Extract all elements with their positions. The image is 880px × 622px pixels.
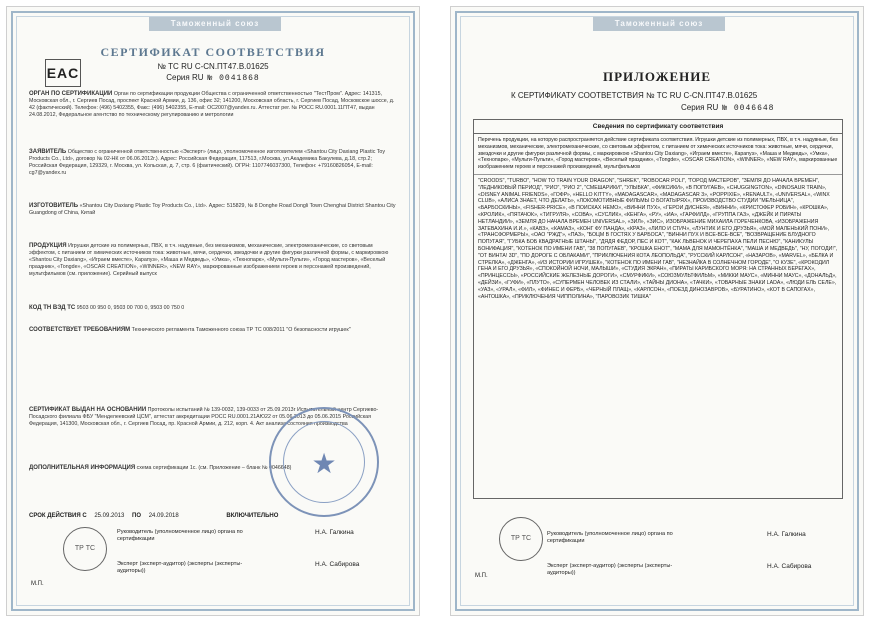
basis-section: СЕРТИФИКАТ ВЫДАН НА ОСНОВАНИИ Протоколы испытаний № 139-0032, 139-0033 от 25.09.2013г Испытательный центр Сергиево-Посадского филиала ФБУ "Менделеевский ЦСМ", аттестат аккредитации РОСС RU.0001.21АЮ22 от 05.06.2013 до 05.06.2015 Российская Федерация, 141300, Московская обл., г. Сергиев Посад, пр. Красной Армии, д. 212, корп. 4. Акт анализа состояния производства bbox=[29, 407, 379, 428]
compliance-section: СООТВЕТСТВУЕТ ТРЕБОВАНИЯМ Технического регламента Таможенного союза ТР ТС 008/2011 "О безопасности игрушек" bbox=[29, 327, 351, 333]
extra-info-section: ДОПОЛНИТЕЛЬНАЯ ИНФОРМАЦИЯ схема сертификации 1с. (см. Приложение – бланк № 0046648) bbox=[29, 465, 292, 471]
certificate-series: Серия RU № 0041868 bbox=[166, 73, 260, 83]
annex-certificate-number: К СЕРТИФИКАТУ СООТВЕТСТВИЯ № ТС RU C-CN.ПТ47.B.01625 bbox=[511, 91, 758, 100]
tr-ts-seal: ТР ТС bbox=[499, 517, 543, 561]
certificate-title: СЕРТИФИКАТ СООТВЕТСТВИЯ bbox=[100, 45, 326, 59]
mp-label: М.П. bbox=[475, 573, 488, 579]
annex-series: Серия RU № 0046648 bbox=[681, 103, 775, 113]
certificate-page bbox=[6, 6, 420, 616]
annex-table-header: Сведения по сертификату соответствия bbox=[474, 120, 842, 134]
annex-title: ПРИЛОЖЕНИЕ bbox=[602, 69, 712, 84]
head-signature: Руководитель (уполномоченное лицо) органа по сертификации Н.А. Галкина bbox=[117, 529, 354, 542]
manufacturer-section: ИЗГОТОВИТЕЛЬ «Shantou City Daxiang Plastic Toy Products Co., Ltd». Адрес: 515829, № 8 Donghe Road Dongli Town Chenghai District Shantou City Guangdong of China, Китай bbox=[29, 203, 396, 217]
organ-section: ОРГАН ПО СЕРТИФИКАЦИИ Орган по сертификации продукции Общества с ограниченной ответственностью "ТестПром". Адрес: 141315, Московская обл., г. Сергиев Посад, проспект Красной Армии, д. 136, офис 32; 141200, Московская область, г. Сергиев Посад, Московское шоссе, д. 42 (фактический). Телефон: (496) 5402355, Факс: (496) 5402355, E-mail: OC2007@yandex.ru. Аттестат рег. № РОСС RU.0001.11ПТ47, выдан 24.08.2012, Федеральное агентство по техническому регулированию и метрологии bbox=[29, 91, 395, 119]
annex-page bbox=[450, 6, 864, 616]
annex-brand-list: "CROODS", "TURBO", "HOW TO TRAIN YOUR DRAGON", "SHREK", "ROBOCAR POLI", "ГОРОД МАСТЕРОВ", "ЗЕМЛЯ ДО НАЧАЛА ВРЕМЕН", "ЛЕДНИКОВЫЙ ПЕРИОД", "РИО", "РИО 2", "СМЕШАРИКИ", "УЛЫБКА", «ФИКСИКИ», «В ПОПУГАЕВ», «CHUGGINGTON», «DINOSAUR TRAIN», «DISNEY ANIMAL FRIENDS», «ГОФР», «HELLO KITTY», «MADAGASCAR», «MADAGASCAR 3», «POPPIXIE», «RENAULT», «UNIVERSAL», «WINX CLUB», «АЛИСА ЗНАЕТ, ЧТО ДЕЛАТЬ», «ЛОКОМОТИВНЫЕ ФИЛЬМЫ О БОГАТЫРЯХ», ПРОИЗВОДСТВО СТУДИИ "МЕЛЬНИЦА", «БАРБОСКИНЫ», «FISHER-PRICE», «В ПОИСКАХ НЕМО», «ВИННИ ПУХ», «ГЕРОИ ДИСНЕЯ», «ВИННИ», «КРИСТОФЕР РОБИН», «КРОШКА», «КРОЛИК», «ПЯТАЧОК», «ТИГРУЛЯ», «СОВА», «СУСЛИК», «КЕНГА», «РУ», «ИА», «ГАРФИЛД», «ГРУППА ГАЗ», «ДЖЕЙК И ПИРАТЫ НЕТЛАНДИИ», «ЗЕМЛЯ ДО НАЧАЛА ВРЕМЕН UNIVERSAL», «ЗИЛ», «ЗИС», ИЗОБРАЖЕНИЕ МИХАИЛА ГОРЕЧЕНКОВА, «ИЗОБРАЖЕНИЯ ЗАТЕВАХИНА И.И.», «КАВЗ», «КАМАЗ», «КОНГ ФУ ПАНДА», «КРАЗ», «ЛИЛО И СТИЧ», «ЛУНТИК И ЕГО ДРУЗЬЯ», «МОЙ МАЛЕНЬКИЙ ПОНИ», «ТРАНСФОРМЕРЫ», «ОАО "РЖД"», «ПАЗ», "БОЦМ В ГОСТЯХ У БАРБОСА", "ВИННИ ПУХ И ВСЕ-ВСЕ-ВСЕ", "ВОЗВРАЩЕНИЕ БЛУДНОГО ПОПУГАЯ", "ГУБКА БОБ КВАДРАТНЫЕ ШТАНЫ", "ДЯДЯ ФЕДОР, ПЕС И КОТ", "КАК ЛЬВЕНОК И ЧЕРЕПАХА ПЕЛИ ПЕСНЮ", "КАНИКУЛЫ БОНИФАЦИЯ", "КОТЕНОК ПО ИМЕНИ ГАВ", "38 ПОПУГАЕВ", "КРОШКА ЕНОТ", "МАМА ДЛЯ МАМОНТЁНКА", "МАША И МЕДВЕДЬ", "НУ, ПОГОДИ!", "ОТ ВИНТА! 3D", "ПО ДОРОГЕ С ОБЛАКАМИ", "ПРИКЛЮЧЕНИЯ КОТА ЛЕОПОЛЬДА", "РУССКИЙ КАРЛСОН", «НАЗАРОВ», «MARVEL», «БЕЛКА И СТРЕЛКА», «ДЖЕНГА», «ИЗ ИСТОРИИ ИГРУШЕК», "КОТЕНОК ПО ИМЕНИ ГАВ", "НЕЗНАЙКА В СОЛНЕЧНОМ ГОРОДЕ", "О КУЗЕ", «КРОКОДИЛ ГЕНА И ЕГО ДРУЗЬЯ», «СПОКОЙНОЙ НОЧИ, МАЛЫШИ», «СТУДИЯ ЭКРАН», «ПИРАТЫ КАРИБСКОГО МОРЯ: НА СТРАННЫХ БЕРЕГАХ», «ПРИНЦЕССЫ», «РОССИЙСКИЕ ЖЕЛЕЗНЫЕ ДОРОГИ», «СМУРФИКИ», «СОЮЗМУЛЬТФИЛЬМ», «МИККИ МАУС», «МИННИ МАУС», «ДОНАЛЬД», «ДЕЙЗИ», «ГУФИ», «ПЛУТО», «СУПЕРМЕН ЧЕЛОВЕК ИЗ СТАЛИ», «ТАЙНЫ ДИОНА», «ТАЧКИ», «ТОВАРНЫЕ ЗНАКИ LADA», «ЛЮДИ ЕЛЬ СЕЛЕ», «УАЗ», «УРАЛ», «ФИЛ», «ФИНЕС И ФЕРБ», «ЧЕРНЫЙ ПЛАЩ», «КАРЛСОН», «ПОЕЗД ДИНОЗАВРОВ», «БУРАТИНО», «КОТ В САПОГАХ», «АНТОШКА», «ПРИКЛЮЧЕНИЯ ЧИППОЛИНА», "ПАРОВОЗИК ТИШКА" bbox=[478, 177, 838, 300]
star-icon: ★ bbox=[311, 448, 337, 479]
product-section: ПРОДУКЦИЯ Игрушки детские из полимерных, ПВХ, в т.ч. надувные, без механизмов, механические, электромеханические, со световым эффектом, с питанием от химических источников тока: животные, мячи, сердечки, звездочки и другие фигурки различной формы, с маркировкою «Shantou City Daxiang», «Играем вместе», Карапуз», «Маша и Медведь», «Умка», «Технопарк», «Мульти-Пульти», «Город мастеров», «Веселый праздник», «Tongde», «OSCAR CREATION», «WINNER», «NEW RAY», маркированные изображением героев и персонажей произведений, мультфильмов (см. приложение). Серийный выпуск bbox=[29, 243, 389, 278]
applicant-section: ЗАЯВИТЕЛЬ Общество с ограниченной ответственностью «Эксперт» (лицо, уполномоченное изготовителем «Shantou City Daxiang Plastic Toy Products Co., Ltd», договор № 02-НК от 06.06.2012г.). Адрес: Российская Федерация, 117513, г.Москва, ул.Академика Бакулева, д.18, стр.2; Российская Федерация, 129329, г. Москва, ул. Кольская, д. 7, стр. 6 (фактический). ОГРН: 1107746037300, Телефон: +79160826054, E-mail: cg7@yandex.ru bbox=[29, 149, 385, 177]
head-signature: Руководитель (уполномоченное лицо) органа по сертификации Н.А. Галкина bbox=[547, 531, 806, 544]
annex-table bbox=[473, 119, 843, 499]
eac-mark: EAC bbox=[45, 59, 81, 87]
customs-union-banner: Таможенный союз bbox=[149, 17, 281, 31]
tr-ts-seal: ТР ТС bbox=[63, 527, 107, 571]
tnved-section: КОД ТН ВЭД ТС 9503 00 950 0, 9503 00 700 0, 9503 00 750 0 bbox=[29, 305, 185, 311]
certificate-number: № ТС RU C-CN.ПТ47.B.01625 bbox=[157, 62, 269, 71]
company-stamp bbox=[269, 407, 379, 517]
expert-signature: Эксперт (эксперт-аудитор) (эксперты (эксперты-аудиторы)) Н.А. Сабирова bbox=[547, 563, 812, 576]
customs-union-banner: Таможенный союз bbox=[593, 17, 725, 31]
validity-period: СРОК ДЕЙСТВИЯ С 25.09.2013 ПО 24.09.2018 ВКЛЮЧИТЕЛЬНО bbox=[29, 513, 279, 519]
annex-product-scope: Перечень продукции, на которую распространяется действие сертификата соответствия. Игрушки детские из полимерных, ПВХ, в т.ч. надувные, без механизмов, механические, электромеханические, со световым эффектом, с питанием от химических источников тока: животные, мячи, сердечки, звездочки и другие фигурки различной формы, с маркировкою «Shantou City Daxiang», «Играем вместе», Карапуз», «Маша и Медведь», «Умка», «Технопарк», «Мульти-Пульти», «Город мастеров», «Веселый праздник», «Tongde», «OSCAR CREATION», «WINNER», «NEW RAY», маркированные изображением героев и персонажей произведений, мультфильмов bbox=[474, 134, 842, 175]
mp-label: М.П. bbox=[31, 581, 44, 587]
expert-signature: Эксперт (эксперт-аудитор) (эксперты (эксперты-аудиторы)) Н.А. Сабирова bbox=[117, 561, 360, 574]
